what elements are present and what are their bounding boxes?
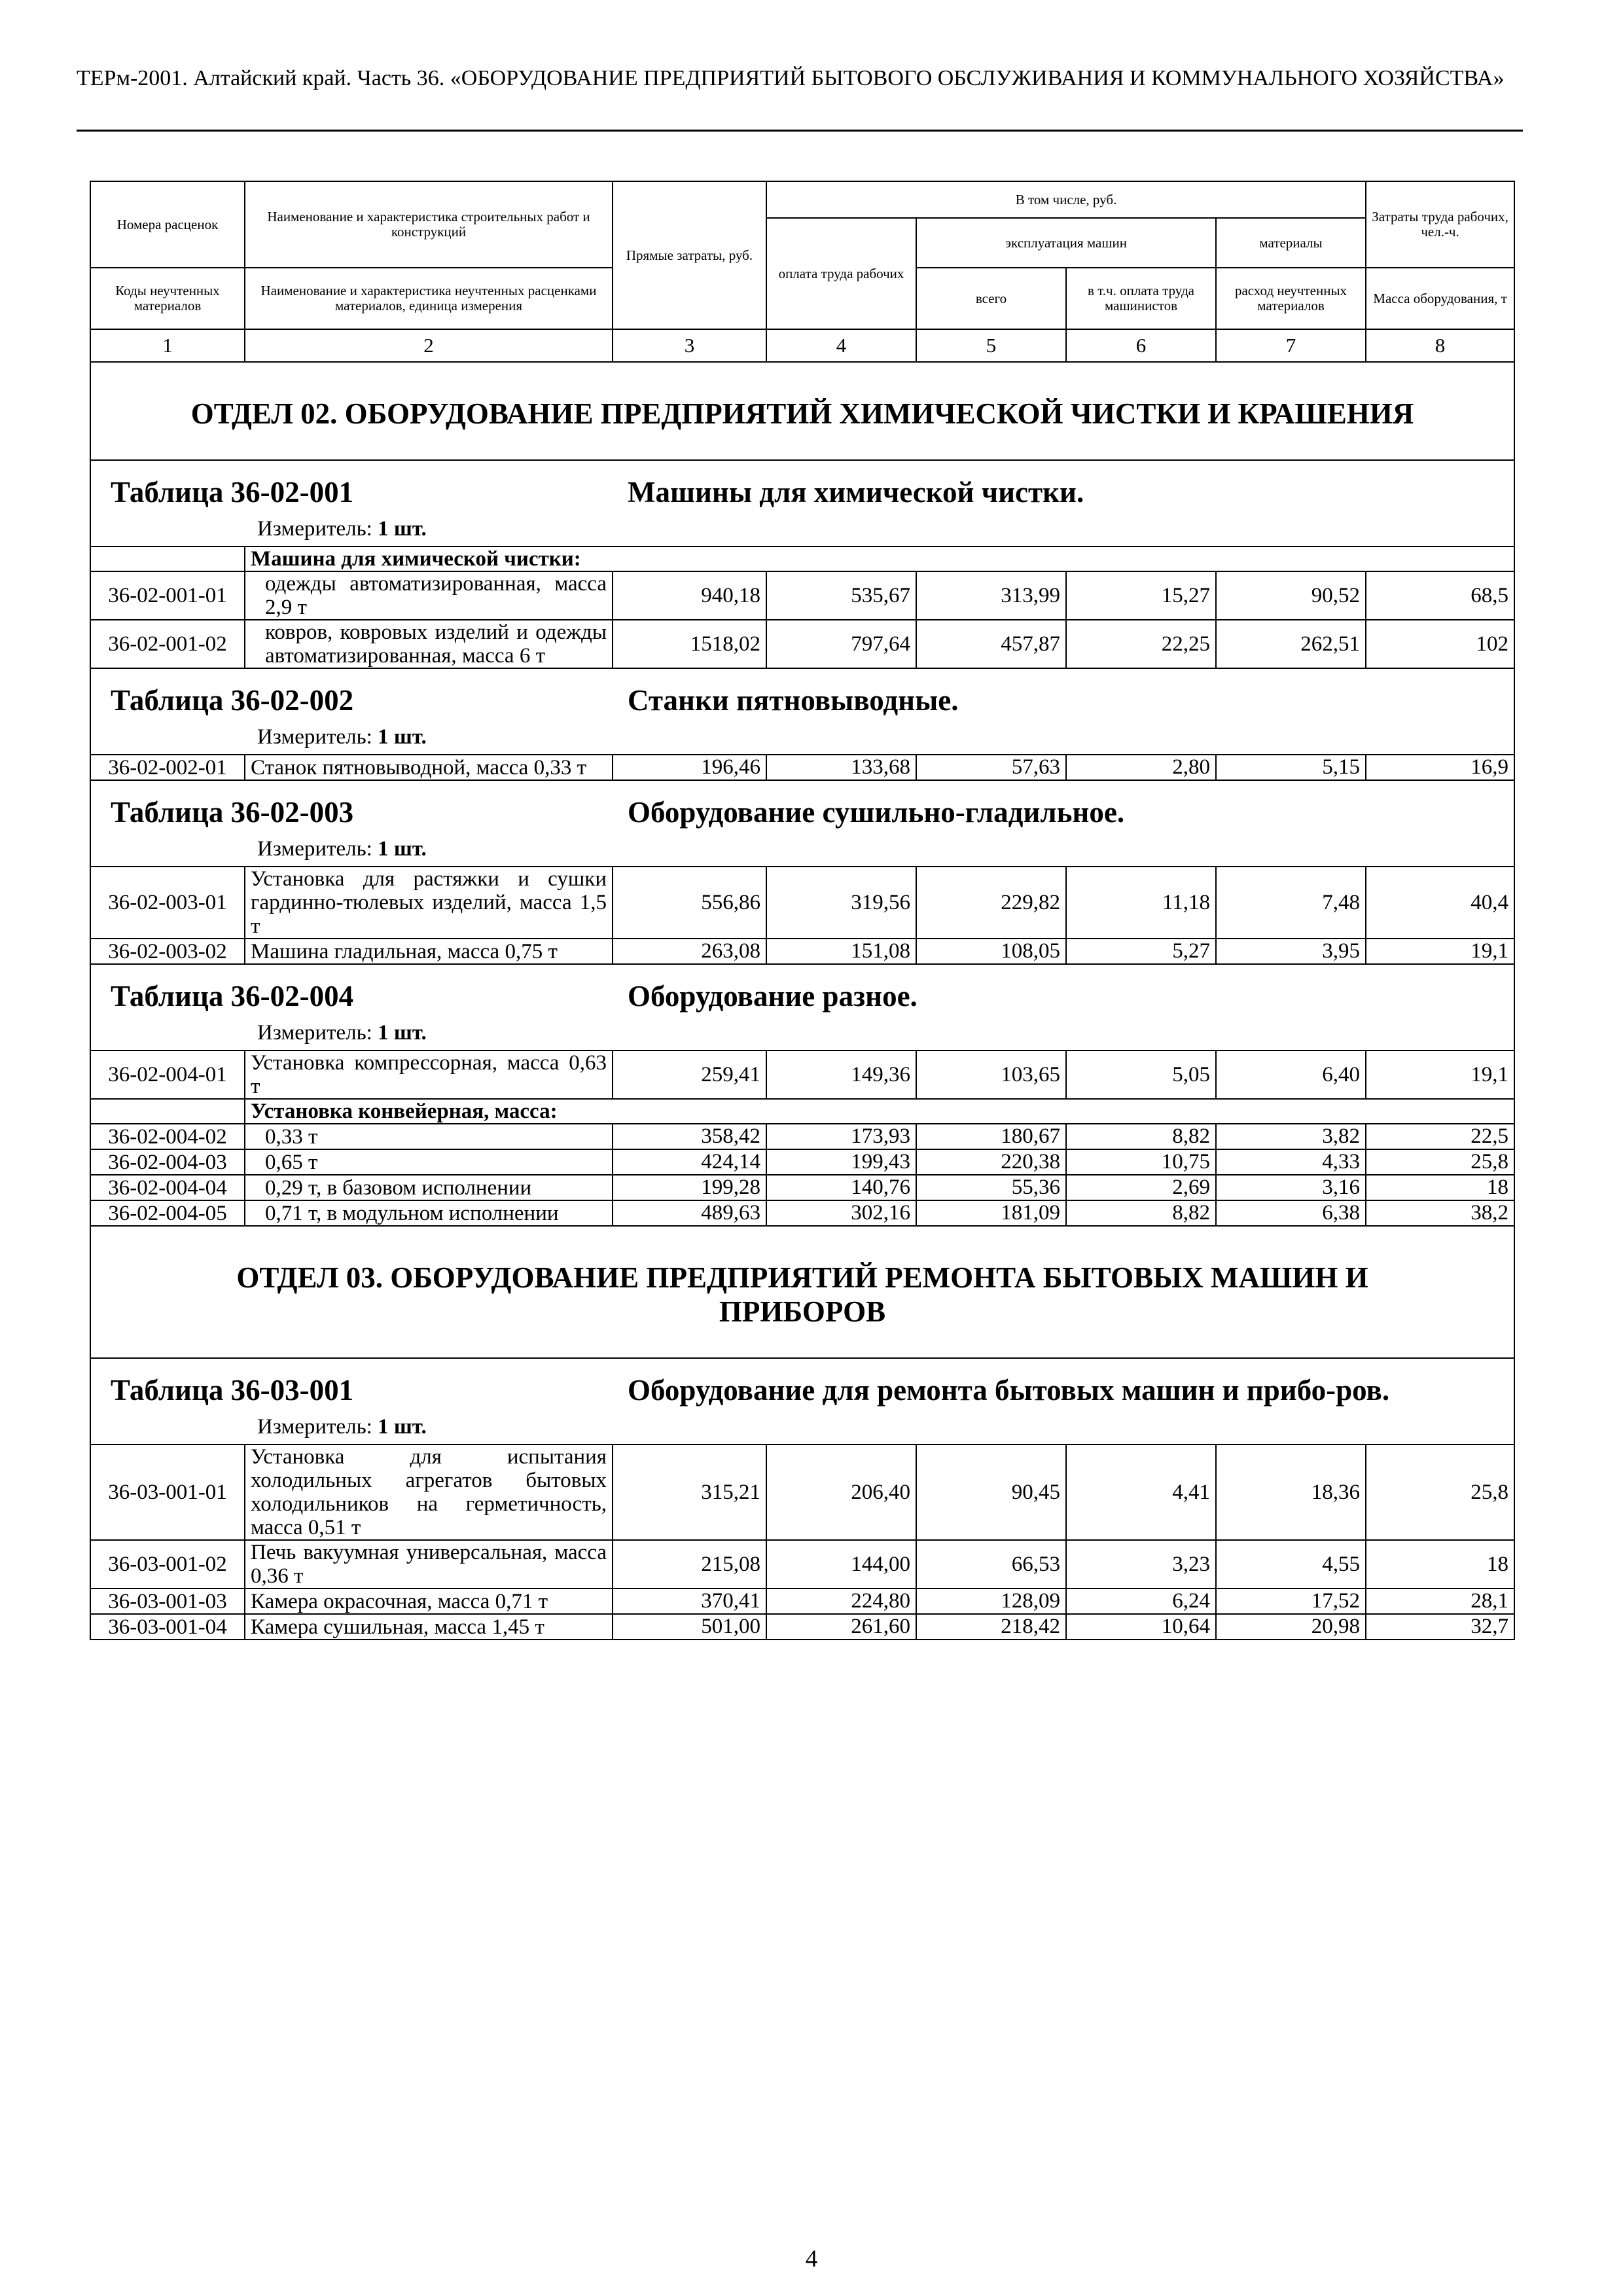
wages-cell: 151,08 [766, 939, 916, 964]
table-heading [90, 460, 1514, 547]
rate-code: 36-03-001-04 [90, 1614, 245, 1640]
direct-costs-cell: 263,08 [613, 939, 766, 964]
wages-cell: 797,64 [766, 620, 916, 668]
wages-cell: 140,76 [766, 1175, 916, 1200]
col-head-name-top: Наименование и характеристика строительных работ и конструкций [245, 181, 613, 268]
column-number: 7 [1216, 329, 1366, 362]
table-heading-line [91, 795, 1514, 829]
rate-code: 36-02-003-01 [90, 867, 245, 939]
measure-label: Измеритель: [257, 517, 372, 541]
rate-code: 36-02-001-02 [90, 620, 245, 668]
table-row [90, 1124, 1514, 1149]
section-title: ОТДЕЛ 02. ОБОРУДОВАНИЕ ПРЕДПРИЯТИЙ ХИМИЧЕСКОЙ ЧИСТКИ И КРАШЕНИЯ [90, 362, 1514, 460]
labor-costs-cell: 102 [1366, 620, 1514, 668]
measure-value: 1 шт. [378, 517, 427, 541]
wages-cell: 173,93 [766, 1124, 916, 1149]
direct-costs-cell: 358,42 [613, 1124, 766, 1149]
col-head-including: В том числе, руб. [766, 181, 1366, 218]
direct-costs-cell: 196,46 [613, 755, 766, 780]
wages-cell: 261,60 [766, 1614, 916, 1640]
labor-costs-cell: 22,5 [1366, 1124, 1514, 1149]
measure-label: Измеритель: [257, 1021, 372, 1045]
table-row [90, 1175, 1514, 1200]
direct-costs-cell: 556,86 [613, 867, 766, 939]
column-number: 6 [1066, 329, 1216, 362]
table-heading-row [90, 668, 1514, 755]
col-head-total: всего [916, 268, 1066, 329]
col-head-machines: эксплуатация машин [916, 218, 1216, 268]
machines-total-cell: 181,09 [916, 1200, 1066, 1226]
measure-label: Измеритель: [257, 1415, 372, 1439]
rate-name: Камера сушильная, масса 1,45 т [245, 1614, 613, 1640]
machines-total-cell: 57,63 [916, 755, 1066, 780]
operators-wages-cell: 10,75 [1066, 1149, 1216, 1175]
col-head-materials: материалы [1216, 218, 1366, 268]
section-row [90, 362, 1514, 460]
rates-table [90, 181, 1515, 1640]
rate-name: одежды автоматизированная, масса 2,9 т [245, 571, 613, 620]
materials-cell: 6,40 [1216, 1050, 1366, 1099]
table-row [90, 1050, 1514, 1099]
table-heading [90, 668, 1514, 755]
table-number: Таблица 36-03-001 [111, 1374, 354, 1407]
page-number: 4 [805, 2246, 818, 2272]
table-measure [91, 517, 1514, 541]
materials-cell: 4,55 [1216, 1540, 1366, 1588]
operators-wages-cell: 2,80 [1066, 755, 1216, 780]
table-measure [91, 725, 1514, 749]
machines-total-cell: 108,05 [916, 939, 1066, 964]
table-number: Таблица 36-02-002 [111, 684, 354, 717]
section-row [90, 1226, 1514, 1358]
direct-costs-cell: 501,00 [613, 1614, 766, 1640]
table-title: Оборудование для ремонта бытовых машин и прибо-ров. [628, 1374, 1390, 1407]
table-title: Станки пятновыводные. [628, 684, 959, 717]
rate-name: Установка для испытания холодильных агрегатов бытовых холодильников на герметичность, масса 0,51 т [245, 1444, 613, 1540]
materials-cell: 3,16 [1216, 1175, 1366, 1200]
running-header: ТЕРм-2001. Алтайский край. Часть 36. «ОБОРУДОВАНИЕ ПРЕДПРИЯТИЙ БЫТОВОГО ОБСЛУЖИВАНИЯ И КОММУНАЛЬНОГО ХОЗЯЙСТВА» [77, 66, 1505, 90]
machines-total-cell: 218,42 [916, 1614, 1066, 1640]
labor-costs-cell: 40,4 [1366, 867, 1514, 939]
direct-costs-cell: 199,28 [613, 1175, 766, 1200]
wages-cell: 319,56 [766, 867, 916, 939]
direct-costs-cell: 370,41 [613, 1588, 766, 1614]
table-heading-line [91, 683, 1514, 717]
operators-wages-cell: 15,27 [1066, 571, 1216, 620]
table-row [90, 1614, 1514, 1640]
rate-name: 0,71 т, в модульном исполнении [245, 1200, 613, 1226]
labor-costs-cell: 19,1 [1366, 1050, 1514, 1099]
table-row [90, 1540, 1514, 1588]
table-title: Оборудование сушильно-гладильное. [628, 796, 1125, 829]
rate-code: 36-02-002-01 [90, 755, 245, 780]
machines-total-cell: 103,65 [916, 1050, 1066, 1099]
operators-wages-cell: 3,23 [1066, 1540, 1216, 1588]
subheading-text: Машина для химической чистки: [245, 547, 1514, 571]
table-heading-row [90, 780, 1514, 867]
column-number: 4 [766, 329, 916, 362]
operators-wages-cell: 8,82 [1066, 1200, 1216, 1226]
rate-code: 36-02-001-01 [90, 571, 245, 620]
operators-wages-cell: 6,24 [1066, 1588, 1216, 1614]
table-row [90, 1149, 1514, 1175]
table-heading-row [90, 1358, 1514, 1444]
materials-cell: 3,95 [1216, 939, 1366, 964]
rate-code: 36-02-004-04 [90, 1175, 245, 1200]
table-heading-line [91, 1373, 1514, 1407]
col-head-unaccounted-materials: расход неучтенных материалов [1216, 268, 1366, 329]
materials-cell: 262,51 [1216, 620, 1366, 668]
rate-code: 36-03-001-02 [90, 1540, 245, 1588]
rate-name: 0,65 т [245, 1149, 613, 1175]
column-number: 1 [90, 329, 245, 362]
rate-name: Установка компрессорная, масса 0,63 т [245, 1050, 613, 1099]
header-rule [77, 130, 1523, 132]
subheading-code-cell [90, 1099, 245, 1124]
rate-name: Станок пятновыводной, масса 0,33 т [245, 755, 613, 780]
table-title: Машины для химической чистки. [628, 476, 1084, 509]
measure-value: 1 шт. [378, 1021, 427, 1045]
table-heading [90, 964, 1514, 1050]
machines-total-cell: 55,36 [916, 1175, 1066, 1200]
table-row [90, 1444, 1514, 1540]
wages-cell: 199,43 [766, 1149, 916, 1175]
rate-name: 0,29 т, в базовом исполнении [245, 1175, 613, 1200]
labor-costs-cell: 32,7 [1366, 1614, 1514, 1640]
rate-name: Печь вакуумная универсальная, масса 0,36 т [245, 1540, 613, 1588]
machines-total-cell: 128,09 [916, 1588, 1066, 1614]
rate-code: 36-02-004-01 [90, 1050, 245, 1099]
table-number: Таблица 36-02-003 [111, 796, 354, 829]
machines-total-cell: 180,67 [916, 1124, 1066, 1149]
subheading-row [90, 547, 1514, 571]
operators-wages-cell: 5,05 [1066, 1050, 1216, 1099]
wages-cell: 302,16 [766, 1200, 916, 1226]
rate-code: 36-02-004-05 [90, 1200, 245, 1226]
machines-total-cell: 90,45 [916, 1444, 1066, 1540]
labor-costs-cell: 68,5 [1366, 571, 1514, 620]
direct-costs-cell: 1518,02 [613, 620, 766, 668]
operators-wages-cell: 11,18 [1066, 867, 1216, 939]
measure-label: Измеритель: [257, 837, 372, 861]
column-number: 5 [916, 329, 1066, 362]
direct-costs-cell: 940,18 [613, 571, 766, 620]
col-head-equipment-mass: Масса оборудования, т [1366, 268, 1514, 329]
materials-cell: 4,33 [1216, 1149, 1366, 1175]
subheading-row [90, 1099, 1514, 1124]
materials-cell: 18,36 [1216, 1444, 1366, 1540]
table-number: Таблица 36-02-001 [111, 476, 354, 509]
direct-costs-cell: 259,41 [613, 1050, 766, 1099]
wages-cell: 149,36 [766, 1050, 916, 1099]
measure-value: 1 шт. [378, 725, 427, 749]
measure-label: Измеритель: [257, 725, 372, 749]
rate-code: 36-02-004-03 [90, 1149, 245, 1175]
operators-wages-cell: 5,27 [1066, 939, 1216, 964]
table-measure [91, 837, 1514, 861]
direct-costs-cell: 424,14 [613, 1149, 766, 1175]
rate-name: Камера окрасочная, масса 0,71 т [245, 1588, 613, 1614]
machines-total-cell: 229,82 [916, 867, 1066, 939]
labor-costs-cell: 16,9 [1366, 755, 1514, 780]
table-row [90, 1588, 1514, 1614]
rate-name: 0,33 т [245, 1124, 613, 1149]
materials-cell: 17,52 [1216, 1588, 1366, 1614]
subheading-text: Установка конвейерная, масса: [245, 1099, 1514, 1124]
section-title: ОТДЕЛ 03. ОБОРУДОВАНИЕ ПРЕДПРИЯТИЙ РЕМОНТА БЫТОВЫХ МАШИН И ПРИБОРОВ [90, 1226, 1514, 1358]
subheading-code-cell [90, 547, 245, 571]
operators-wages-cell: 10,64 [1066, 1614, 1216, 1640]
wages-cell: 133,68 [766, 755, 916, 780]
table-heading [90, 780, 1514, 867]
machines-total-cell: 220,38 [916, 1149, 1066, 1175]
materials-cell: 3,82 [1216, 1124, 1366, 1149]
table-heading-row [90, 460, 1514, 547]
table-heading-line [91, 475, 1514, 509]
labor-costs-cell: 25,8 [1366, 1149, 1514, 1175]
materials-cell: 7,48 [1216, 867, 1366, 939]
column-number: 2 [245, 329, 613, 362]
labor-costs-cell: 18 [1366, 1540, 1514, 1588]
labor-costs-cell: 19,1 [1366, 939, 1514, 964]
materials-cell: 5,15 [1216, 755, 1366, 780]
materials-cell: 20,98 [1216, 1614, 1366, 1640]
col-head-operators-wages: в т.ч. оплата труда машинистов [1066, 268, 1216, 329]
rate-code: 36-03-001-01 [90, 1444, 245, 1540]
rate-code: 36-02-003-02 [90, 939, 245, 964]
table-heading-line [91, 979, 1514, 1013]
labor-costs-cell: 25,8 [1366, 1444, 1514, 1540]
materials-cell: 90,52 [1216, 571, 1366, 620]
table-number: Таблица 36-02-004 [111, 980, 354, 1013]
col-head-name-bottom: Наименование и характеристика неучтенных расценками материалов, единица измерения [245, 268, 613, 329]
direct-costs-cell: 489,63 [613, 1200, 766, 1226]
col-head-wages: оплата труда рабочих [766, 218, 916, 329]
table-heading-row [90, 964, 1514, 1050]
rate-name: ковров, ковровых изделий и одежды автоматизированная, масса 6 т [245, 620, 613, 668]
operators-wages-cell: 4,41 [1066, 1444, 1216, 1540]
rate-code: 36-03-001-03 [90, 1588, 245, 1614]
column-numbers-row [90, 329, 1514, 362]
labor-costs-cell: 28,1 [1366, 1588, 1514, 1614]
labor-costs-cell: 18 [1366, 1175, 1514, 1200]
table-title: Оборудование разное. [628, 980, 918, 1013]
table-row [90, 755, 1514, 780]
col-head-direct-costs: Прямые затраты, руб. [613, 181, 766, 329]
operators-wages-cell: 8,82 [1066, 1124, 1216, 1149]
wages-cell: 206,40 [766, 1444, 916, 1540]
operators-wages-cell: 2,69 [1066, 1175, 1216, 1200]
column-number: 3 [613, 329, 766, 362]
table-row [90, 620, 1514, 668]
wages-cell: 535,67 [766, 571, 916, 620]
column-number: 8 [1366, 329, 1514, 362]
table-row [90, 939, 1514, 964]
table-row [90, 1200, 1514, 1226]
col-head-labor-top: Затраты труда рабочих, чел.-ч. [1366, 181, 1514, 268]
operators-wages-cell: 22,25 [1066, 620, 1216, 668]
wages-cell: 224,80 [766, 1588, 916, 1614]
table-measure [91, 1021, 1514, 1045]
table-row [90, 867, 1514, 939]
measure-value: 1 шт. [378, 837, 427, 861]
materials-cell: 6,38 [1216, 1200, 1366, 1226]
rate-name: Машина гладильная, масса 0,75 т [245, 939, 613, 964]
direct-costs-cell: 315,21 [613, 1444, 766, 1540]
table-measure [91, 1415, 1514, 1439]
machines-total-cell: 313,99 [916, 571, 1066, 620]
direct-costs-cell: 215,08 [613, 1540, 766, 1588]
table-row [90, 571, 1514, 620]
col-head-codes-bottom: Коды неучтенных материалов [90, 268, 245, 329]
measure-value: 1 шт. [378, 1415, 427, 1439]
machines-total-cell: 66,53 [916, 1540, 1066, 1588]
labor-costs-cell: 38,2 [1366, 1200, 1514, 1226]
col-head-codes-top: Номера расценок [90, 181, 245, 268]
table-heading [90, 1358, 1514, 1444]
rate-name: Установка для растяжки и сушки гардинно-тюлевых изделий, масса 1,5 т [245, 867, 613, 939]
machines-total-cell: 457,87 [916, 620, 1066, 668]
rate-code: 36-02-004-02 [90, 1124, 245, 1149]
wages-cell: 144,00 [766, 1540, 916, 1588]
